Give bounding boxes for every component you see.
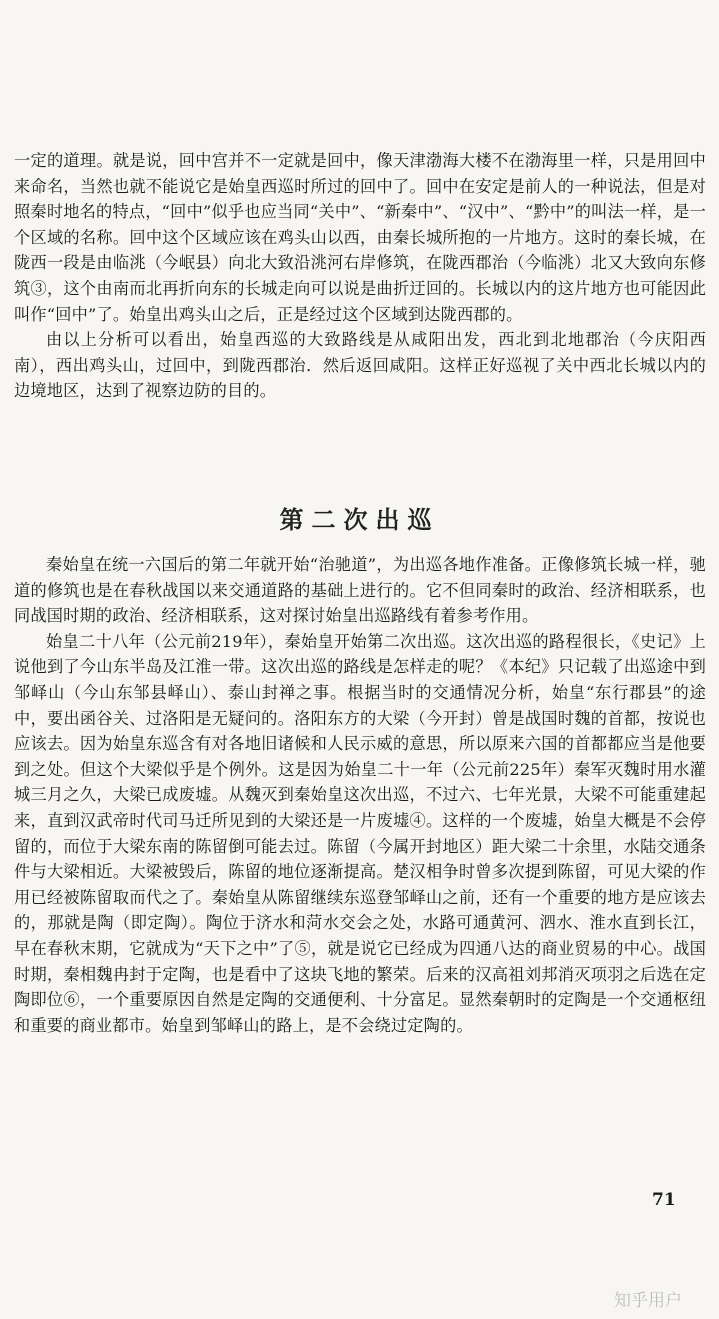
text-block-top xyxy=(14,148,706,404)
watermark: 知乎用户 xyxy=(614,1291,682,1311)
paragraph: 秦始皇在统一六国后的第二年就开始“治驰道”，为出巡各地作准备。正像修筑长城一样，驰道的修筑也是在春秋战国以来交通道路的基础上进行的。它不但同秦时的政治、经济相联系，也同战国时期的政治、经济相联系，这对探讨始皇出巡路线有着参考作用。 xyxy=(14,555,706,626)
paragraph: 始皇二十八年（公元前219年），秦始皇开始第二次出巡。这次出巡的路程很长，《史记》上说他到了今山东半岛及江淮一带。这次出巡的路线是怎样走的呢？《本纪》只记载了出巡途中到邹峄山（今山东邹县峄山）、泰山封禅之事。根据当时的交通情况分析，始皇“东行郡县”的途中，要出函谷关、过洛阳是无疑问的。洛阳东方的大梁（今开封）曾是战国时魏的首都，按说也应该去。因为始皇东巡含有对各地旧诸候和人民示威的意思，所以原来六国的首都都应当是他要到之处。但这个大梁似乎是个例外。这是因为始皇二十一年（公元前225年）秦军灭魏时用水灌城三月之久，大梁已成废墟。从魏灭到秦始皇这次出巡，不过六、七年光景，大梁不可能重建起来，直到汉武帝时代司马迁所见到的大梁还是一片废墟④。这样的一个废墟，始皇大概是不会停留的，而位于大梁东南的陈留倒可能去过。陈留（今属开封地区）距大梁二十余里，水陆交通条件与大梁相近。大梁被毁后，陈留的地位逐渐提高。楚汉相争时曾多次提到陈留，可见大梁的作用已经被陈留取而代之了。秦始皇从陈留继续东巡登邹峄山之前，还有一个重要的地方是应该去的，那就是陶（即定陶）。陶位于济水和菏水交会之处，水路可通黄河、泗水、淮水直到长江，早在春秋末期，它就成为“天下之中”了⑤，就是说它已经成为四通八达的商业贸易的中心。战国时期，秦相魏冉封于定陶，也是看中了这块飞地的繁荣。后来的汉高祖刘邦消灭项羽之后选在定陶即位⑥，一个重要原因自然是定陶的交通便利、十分富足。显然秦朝时的定陶是一个交通枢纽和重要的商业都市。始皇到邹峄山的路上，是不会绕过定陶的。 xyxy=(14,631,706,1035)
section-heading: 第二次出巡 xyxy=(279,505,440,534)
paragraph: 由以上分析可以看出，始皇西巡的大致路线是从咸阳出发，西北到北地郡治（今庆阳西南），西出鸡头山，过回中，到陇西郡治．然后返回咸阳。这样正好巡视了关中西北长城以内的边境地区，达到了视察边防的目的。 xyxy=(14,330,706,401)
text-block-bottom xyxy=(14,552,706,1038)
page-number: 71 xyxy=(652,1190,676,1210)
paragraph: 一定的道理。就是说，回中宫并不一定就是回中，像天津渤海大楼不在渤海里一样，只是用回中来命名，当然也就不能说它是始皇西巡时所过的回中了。回中在安定是前人的一种说法，但是对照秦时地名的特点，“回中”似乎也应当同“关中”、“新秦中”、“汉中”、“黔中”的叫法一样，是一个区域的名称。回中这个区域应该在鸡头山以西，由秦长城所抱的一片地方。这时的秦长城，在陇西一段是由临洮（今岷县）向北大致沿洮河右岸修筑，在陇西郡治（今临洮）北又大致向东修筑③，这个由南而北再折向东的长城走向可以说是曲折迂回的。长城以内的这片地方也可能因此叫作“回中”了。始皇出鸡头山之后，正是经过这个区域到达陇西郡的。 xyxy=(14,151,706,324)
